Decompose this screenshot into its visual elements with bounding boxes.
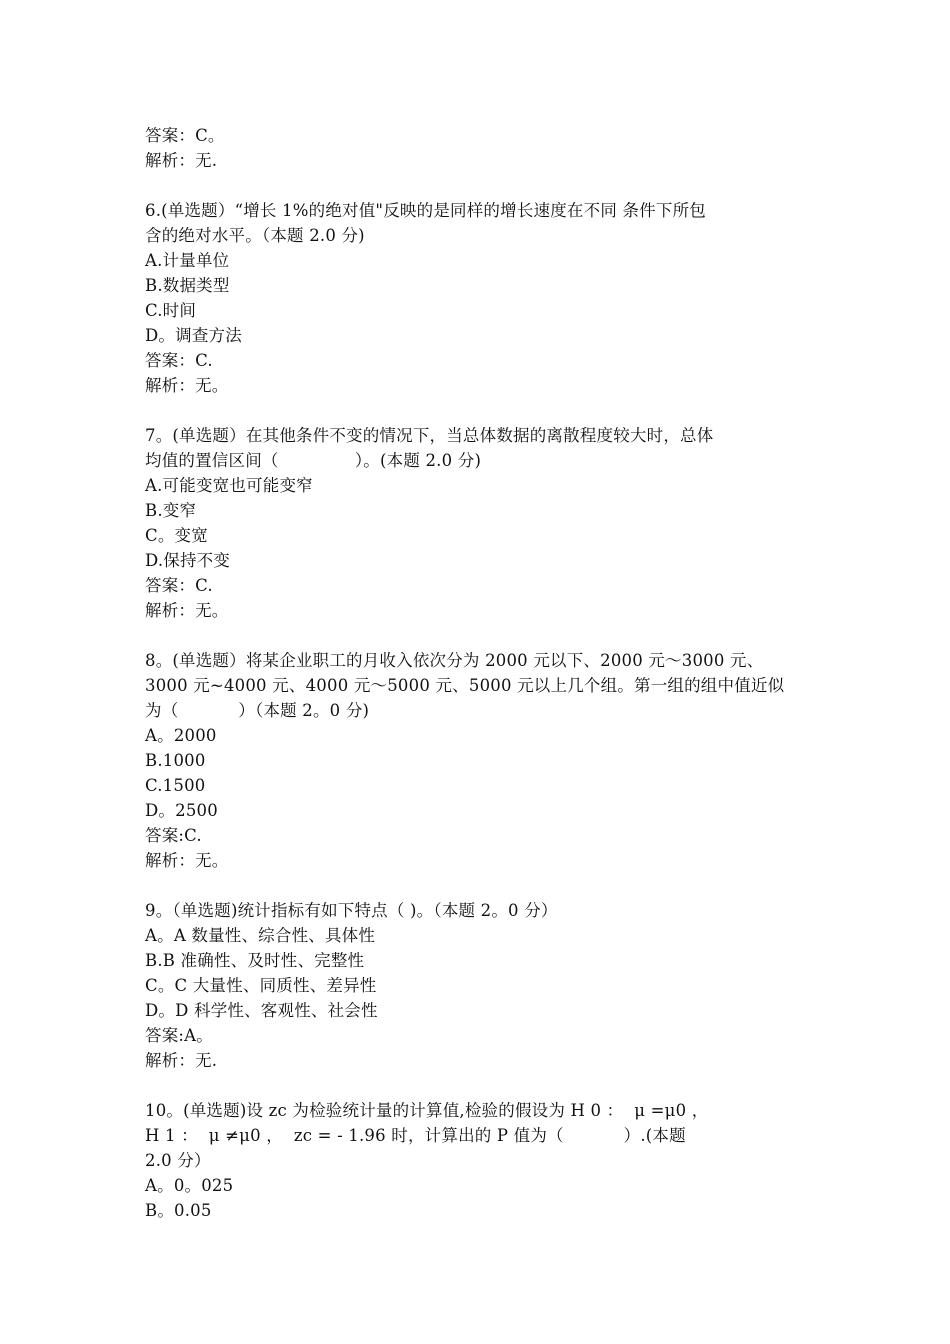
option-c: C.时间 [145, 301, 197, 320]
answer-line: 答案:A。 [145, 1026, 213, 1045]
analysis-line: 解析：无。 [145, 601, 229, 620]
option-d: D.保持不变 [145, 551, 231, 570]
option-a: A.可能变宽也可能变窄 [145, 476, 313, 495]
spacer [145, 1073, 815, 1098]
option-b: B.变窄 [145, 501, 197, 520]
answer-line: 答案：C. [145, 576, 213, 595]
question-list [145, 123, 815, 1223]
question-title-line: 8。(单选题）将某企业职工的月收入依次分为 2000 元以下、2000 元～3000 元、 [145, 651, 764, 670]
question-title-line: 6.(单选题）“增长 1%的绝对值"反映的是同样的增长速度在不同 条件下所包 [145, 201, 706, 220]
option-c: C.1500 [145, 776, 206, 795]
option-c: C。变宽 [145, 526, 208, 545]
question-title-line: 9。（单选题)统计指标有如下特点（ )。（本题 2。0 分） [145, 901, 558, 920]
option-c: C。C 大量性、同质性、差异性 [145, 976, 377, 995]
option-d: D。D 科学性、客观性、社会性 [145, 1001, 378, 1020]
question-title-line: 10。(单选题)设 zc 为检验统计量的计算值,检验的假设为 H 0 ： μ =μ0 ， [145, 1101, 709, 1120]
spacer [145, 623, 815, 648]
analysis-line: 解析：无。 [145, 376, 229, 395]
option-a: A。2000 [145, 726, 217, 745]
question-title-line: 3000 元~4000 元、4000 元～5000 元、5000 元以上几个组。第一组的组中值近似 [145, 676, 785, 695]
answer-line: 答案:C. [145, 826, 202, 845]
option-b: B。0.05 [145, 1201, 212, 1220]
option-a: A。0。025 [145, 1176, 234, 1195]
analysis-line: 解析：无。 [145, 851, 229, 870]
option-b: B.B 准确性、及时性、完整性 [145, 951, 365, 970]
option-a: A。A 数量性、综合性、具体性 [145, 926, 376, 945]
analysis-line: 解析：无. [145, 151, 218, 170]
analysis-line: 解析：无. [145, 1051, 218, 1070]
answer-line: 答案：C。 [145, 126, 225, 145]
spacer [145, 873, 815, 898]
question-title-line: 含的绝对水平。（本题 2.0 分) [145, 226, 365, 245]
spacer [145, 398, 815, 423]
option-d: D。2500 [145, 801, 218, 820]
option-d: D。调查方法 [145, 326, 242, 345]
question-title-line: 2.0 分） [145, 1151, 211, 1170]
option-b: B.数据类型 [145, 276, 230, 295]
answer-line: 答案：C. [145, 351, 213, 370]
question-title-line: H 1 ： μ ≠μ0 ， zc = - 1.96 时，计算出的 P 值为（ ）.(本题 [145, 1126, 686, 1145]
spacer [145, 173, 815, 198]
question-title-line: 7。(单选题）在其他条件不变的情况下，当总体数据的离散程度较大时，总体 [145, 426, 714, 445]
question-title-line: 均值的置信区间（ ）。(本题 2.0 分) [145, 451, 482, 470]
option-a: A.计量单位 [145, 251, 230, 270]
question-title-line: 为（ ）（本题 2。0 分) [145, 701, 370, 720]
option-b: B.1000 [145, 751, 206, 770]
